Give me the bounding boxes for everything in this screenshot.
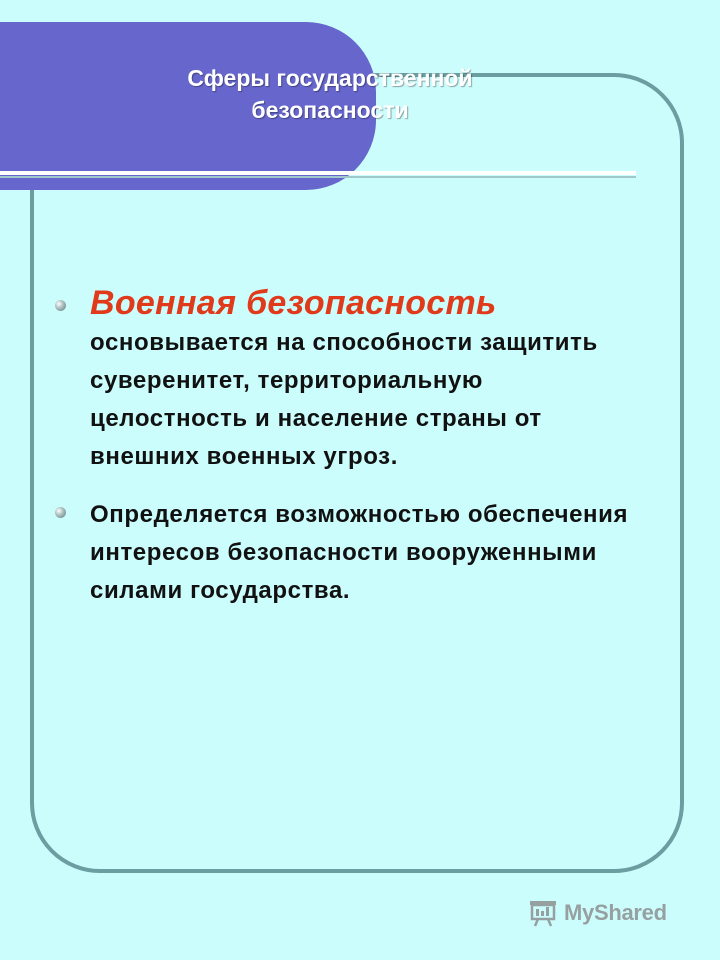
bullet-list: [52, 282, 642, 630]
bullet-item: [52, 282, 642, 476]
watermark-text: MyShared: [564, 900, 667, 925]
bullet-highlight: Военная безопасность: [90, 284, 497, 322]
slide-title: [100, 62, 560, 126]
bullet-item: [52, 496, 642, 610]
title-divider-shadow: [0, 176, 636, 178]
bullet-text: основывается на способности защитить суверенитет, территориальную целостность и население страны от внешних военных угроз.: [90, 329, 598, 470]
presentation-board-icon: [528, 898, 558, 928]
watermark: [528, 896, 667, 930]
title-divider: [0, 171, 636, 175]
bullet-dot-icon: [55, 300, 66, 311]
bullet-text: Определяется возможностью обеспечения интересов безопасности вооруженными силами государства.: [90, 501, 629, 604]
bullet-dot-icon: [55, 507, 66, 518]
slide-title-line-1: Сферы государственной: [187, 65, 473, 91]
slide-title-line-2: безопасности: [251, 97, 409, 123]
